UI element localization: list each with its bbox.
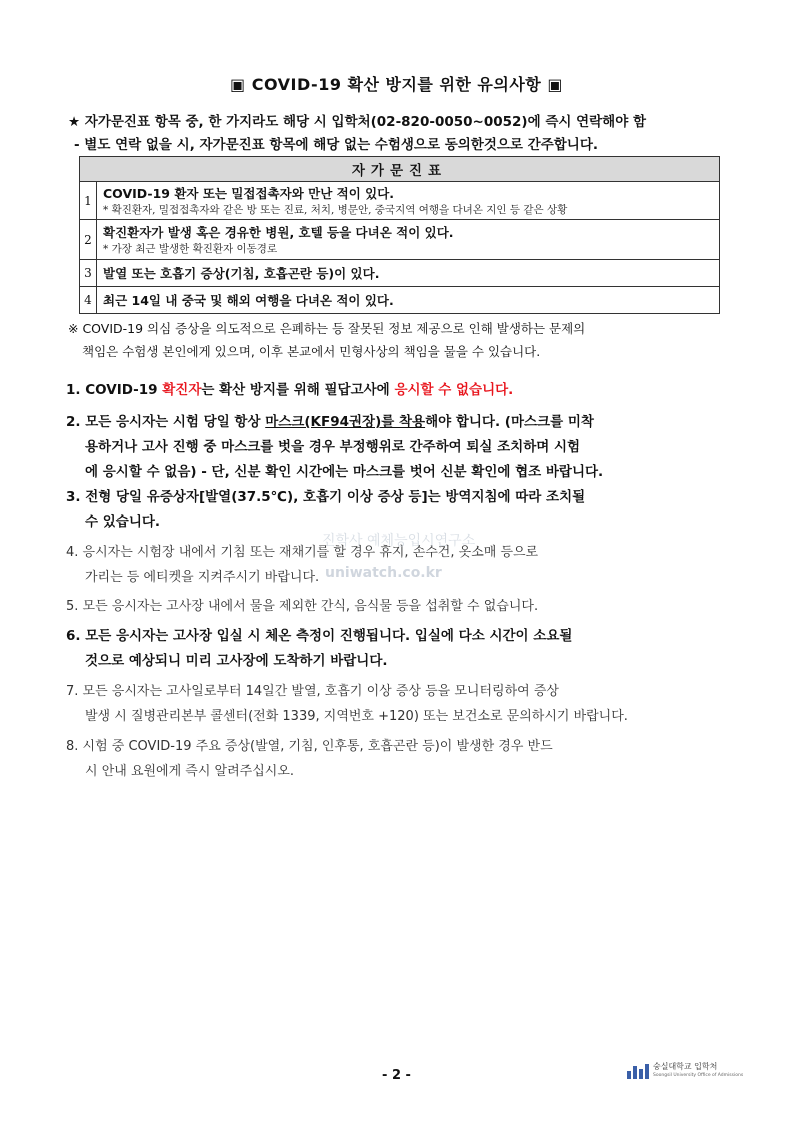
row-question: COVID-19 환자 또는 밀접접촉자와 만난 적이 있다. [103,186,395,201]
row-question: 최근 14일 내 중국 및 해외 여행을 다녀온 적이 있다. [103,293,394,308]
row-number: 1 [80,182,97,220]
row-number: 2 [80,220,97,260]
rule-item-6 [66,624,730,674]
highlight-cannot-attend: 응시할 수 없습니다. [394,382,514,398]
rule-item-7 [66,679,730,729]
rule-text: 7. 모든 응시자는 고사일로부터 14일간 발열, 호흡기 이상 증상 등을 모니터링하여 증상 [66,684,559,699]
rule-text: 해야 합니다. (마스크를 미착 [425,414,594,430]
watermark-url: uniwatch.co.kr [325,565,442,581]
consent-notice: - 별도 연락 없을 시, 자가문진표 항목에 해당 없는 수험생으로 동의한것으로 간주합니다. [74,137,598,153]
highlight-confirmed: 확진자 [162,382,202,398]
logo-english: Soongsil University Office of Admissions [653,1073,744,1078]
rule-text: 가리는 등 에티켓을 지켜주시기 바랍니다. [85,570,320,585]
responsibility-remark [68,317,728,363]
mask-requirement: 마스크(KF94권장)를 착용 [265,414,426,430]
watermark-text: 진학사 예체능입시연구소 [322,533,476,549]
row-detail: * 가장 최근 발생한 확진환자 이동경로 [103,243,278,255]
rule-text: 2. 모든 응시자는 시험 당일 항상 [66,414,266,430]
rule-text: 에 응시할 수 없음) - 단, 신분 확인 시간에는 마스크를 벗어 신분 확인에 협조 바랍니다. [85,464,604,480]
row-number: 3 [80,260,97,287]
questionnaire-row [80,182,720,220]
rule-text: 1. COVID-19 [66,382,163,398]
logo-mark-icon [627,1064,649,1079]
rule-item-3 [66,485,730,535]
remark-line: 책임은 수험생 본인에게 있으며, 이후 본교에서 민형사상의 책임을 물을 수 있습니다. [82,344,541,359]
row-number: 4 [80,287,97,314]
rule-text: 5. 모든 응시자는 고사장 내에서 물을 제외한 간식, 음식물 등을 섭취할 수 없습니다. [66,599,539,614]
rule-text: 용하거나 고사 진행 중 마스크를 벗을 경우 부정행위로 간주하여 퇴실 조치하며 시험 [85,439,581,455]
rule-text: 8. 시험 중 COVID-19 주요 증상(발열, 기침, 인후통, 호흡곤란 등)이 발생한 경우 반드 [66,739,553,754]
rule-text: 것으로 예상되니 미리 고사장에 도착하기 바랍니다. [85,653,388,669]
row-question: 확진환자가 발생 혹은 경유한 병원, 호텔 등을 다녀온 적이 있다. [103,225,454,240]
rule-text: 시 안내 요원에게 즉시 알려주십시오. [85,764,295,779]
questionnaire-row [80,220,720,260]
row-question: 발열 또는 호흡기 증상(기침, 호흡곤란 등)이 있다. [103,266,380,281]
remark-line: ※ COVID-19 의심 증상을 의도적으로 은폐하는 등 잘못된 정보 제공으로 인해 발생하는 문제의 [68,321,586,336]
rule-text: 수 있습니다. [85,514,161,530]
rule-text: 3. 전형 당일 유증상자[발열(37.5℃), 호흡기 이상 증상 등]는 방역지침에 따라 조치될 [66,489,586,505]
questionnaire-header: 자가문진표 [80,157,720,182]
rule-item-8 [66,734,730,784]
university-logo [627,1062,743,1080]
rule-text: 발생 시 질병관리본부 콜센터(전화 1339, 지역번호 +120) 또는 보건소로 문의하시기 바랍니다. [85,709,628,724]
rule-item-1 [66,378,730,403]
self-questionnaire-table [79,156,720,314]
rule-text: 는 확산 방지를 위해 필답고사에 [201,382,395,398]
questionnaire-row [80,260,720,287]
contact-notice: ★ 자가문진표 항목 중, 한 가지라도 해당 시 입학처(02-820-0050~0052)에 즉시 연락해야 함 [68,114,647,130]
rule-item-5 [66,594,730,619]
questionnaire-row [80,287,720,314]
page-title: ▣ COVID-19 확산 방지를 위한 유의사항 ▣ [230,75,563,94]
row-detail: * 확진환자, 밀접접촉자와 같은 방 또는 진료, 처치, 병문안, 중국지역 여행을 다녀온 지인 등 같은 상황 [103,204,568,216]
rule-text: 6. 모든 응시자는 고사장 입실 시 체온 측정이 진행됩니다. 입실에 다소 시간이 소요될 [66,628,573,644]
page-number: - 2 - [382,1068,411,1083]
rule-item-2 [66,410,730,485]
rule-text: 4. 응시자는 시험장 내에서 기침 또는 재채기를 할 경우 휴지, 손수건, 옷소매 등으로 [66,545,539,560]
logo-name: 숭실대학교 입학처 [653,1062,718,1071]
